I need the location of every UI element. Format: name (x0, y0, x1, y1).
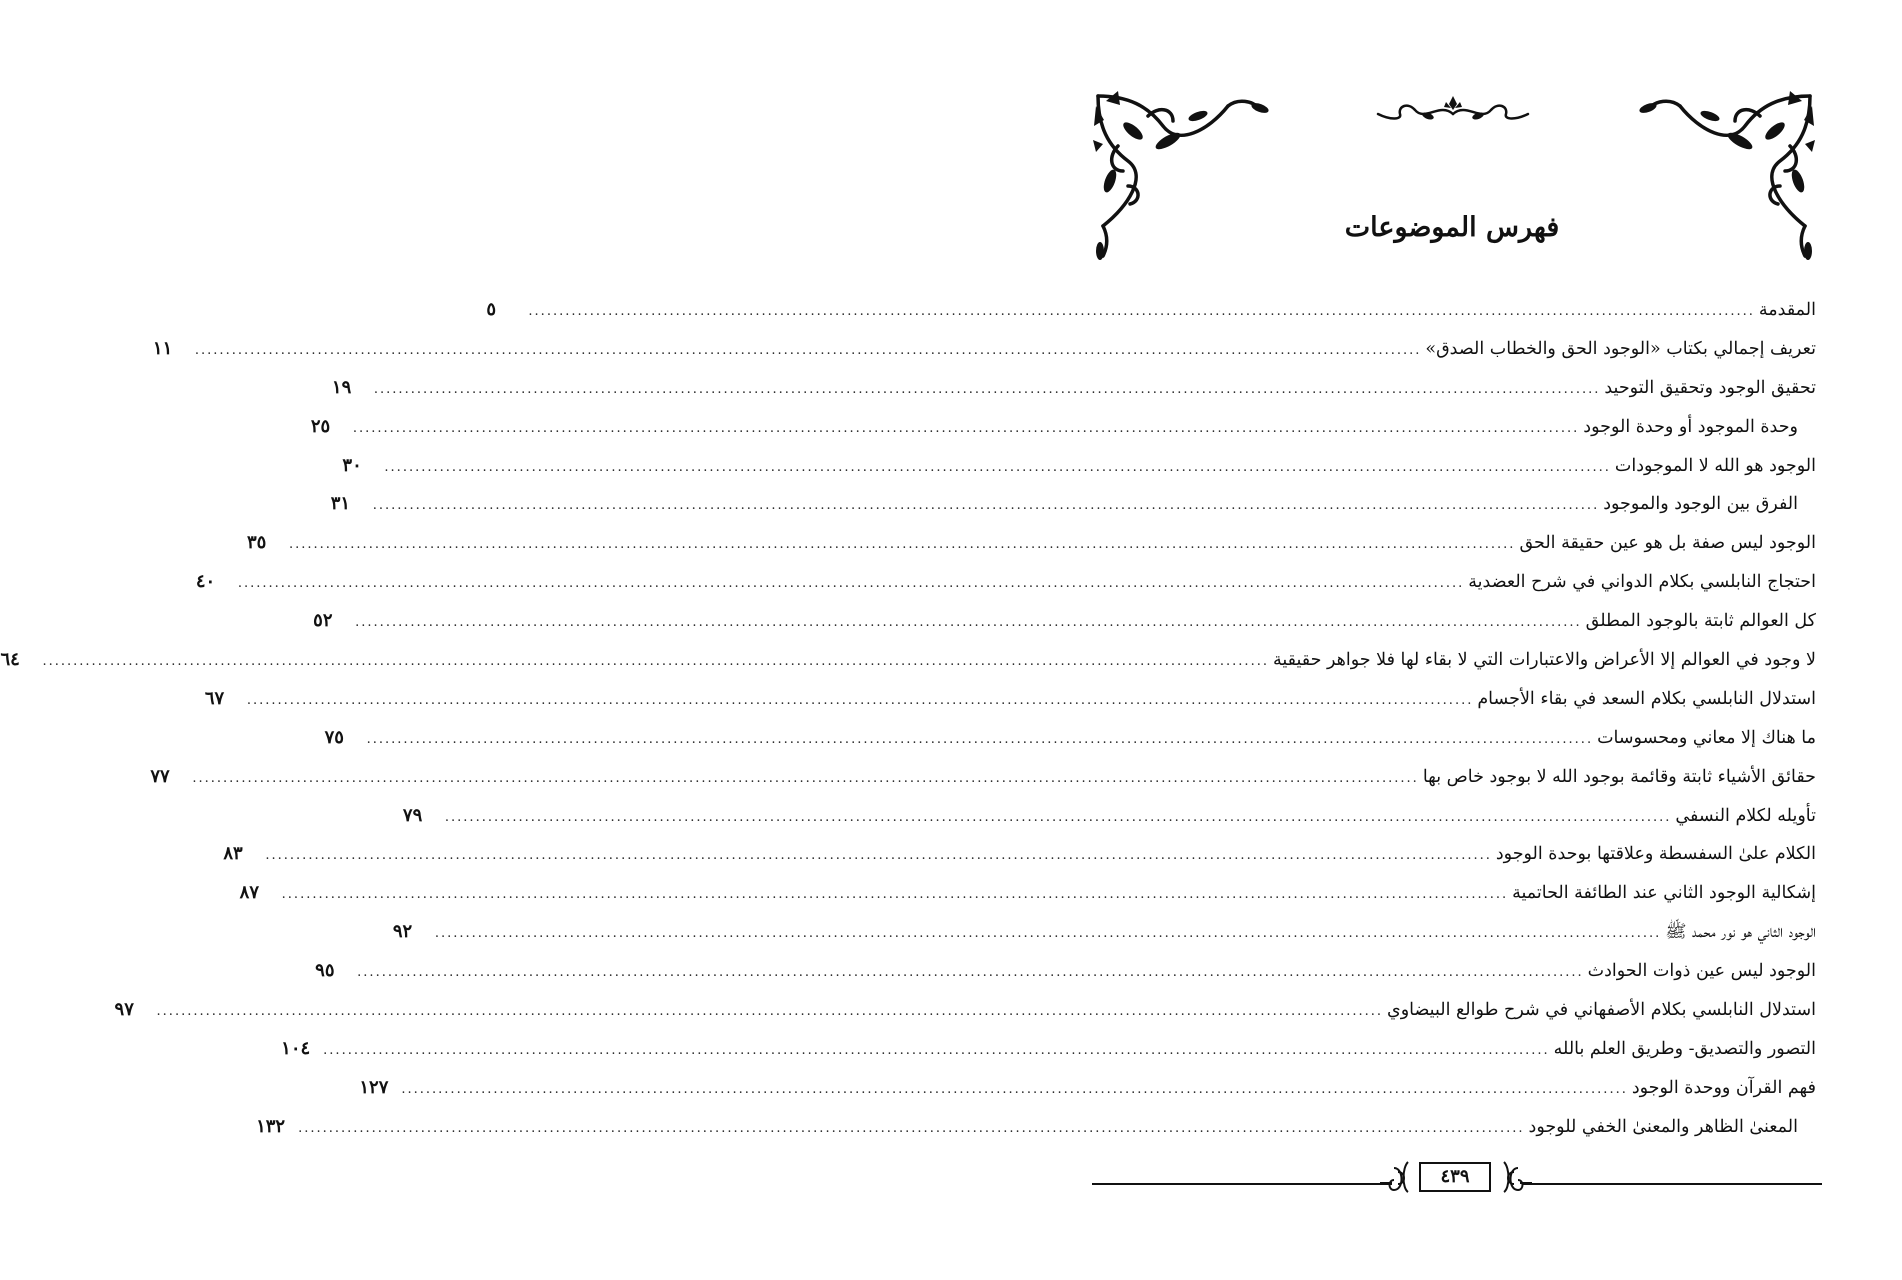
toc-entry-title: تحقيق الوجود وتحقيق التوحيد (1604, 377, 1816, 398)
toc-leader-dots: ........................................................................................................................................................................................................ (357, 965, 1584, 981)
toc-entry (402, 802, 1816, 841)
toc-entry-page: ٩٢ (392, 921, 413, 943)
footer-rule-right (1522, 1183, 1822, 1185)
toc-entry (392, 918, 1816, 957)
toc-entry (204, 685, 1816, 724)
toc-leader-dots: ........................................................................................................................................................................................................ (192, 770, 1419, 786)
toc-entry-page: ١٩ (331, 376, 352, 398)
toc-entry-page: ٩٧ (114, 999, 134, 1021)
toc-entry-page: ٧٥ (324, 726, 344, 748)
toc-entry-title: فهم القرآن ووحدة الوجود (1631, 1077, 1816, 1098)
toc-leader-dots: ........................................................................................................................................................................................................ (444, 809, 1672, 825)
floral-header-icon (1370, 92, 1536, 126)
toc-leader-dots: ........................................................................................................................................................................................................ (323, 1042, 1550, 1058)
toc-entry-page: ٨٧ (239, 882, 260, 904)
toc-entry (195, 568, 1816, 607)
toc-entry-title: استدلال النابلسي بكلام الأصفهاني في شرح طوالع البيضاوي (1387, 1000, 1816, 1021)
toc-entry-title: تعريف إجمالي بكتاب «الوجود الحق والخطاب الصدق» (1425, 338, 1816, 359)
toc-entry-title: الوجود ليس عين ذوات الحوادث (1587, 961, 1816, 982)
toc-entry (331, 374, 1816, 413)
toc-entry-page: ٦٤ (0, 649, 20, 671)
toc-entry-page: ٧٩ (402, 804, 423, 826)
toc-entry-page: ١٣٢ (256, 1115, 286, 1137)
toc-entry (114, 996, 1816, 1035)
toc-leader-dots: ........................................................................................................................................................................................................ (246, 692, 1474, 708)
footer-ornament-left-icon (1380, 1158, 1420, 1192)
toc-entry-title: إشكالية الوجود الثاني عند الطائفة الحاتمية (1512, 883, 1816, 904)
toc-leader-dots: ........................................................................................................................................................................................................ (156, 1004, 1384, 1020)
toc-leader-dots: ........................................................................................................................................................................................................ (281, 887, 1509, 903)
toc-entry-page: ٤٠ (195, 571, 216, 593)
toc-entry-page: ١٠٤ (281, 1037, 311, 1059)
toc-entry-title: ما هناك إلا معاني ومحسوسات (1597, 727, 1816, 748)
page-number: ٤٣٩ (1419, 1162, 1491, 1192)
toc-leader-dots: ........................................................................................................................................................................................................ (528, 304, 1755, 319)
toc-entry-title: حقائق الأشياء ثابتة وقائمة بوجود الله لا بوجود خاص بها (1422, 766, 1816, 787)
toc-entry-title: كل العوالم ثابتة بالوجود المطلق (1585, 611, 1816, 632)
toc-entry-title: المقدمة (1758, 300, 1816, 320)
toc-entry (0, 646, 1816, 685)
toc-entry (256, 1113, 1816, 1152)
toc-leader-dots: ........................................................................................................................................................................................................ (373, 381, 1601, 397)
toc-entry-page: ٦٧ (204, 687, 225, 709)
toc-entry (486, 296, 1816, 335)
toc-entry (313, 607, 1816, 646)
toc-leader-dots: ........................................................................................................................................................................................................ (237, 576, 1465, 592)
table-of-contents (0, 296, 1816, 1152)
toc-entry-title: التصور والتصديق- وطريق العلم بالله (1553, 1038, 1816, 1059)
page-title: فهرس الموضوعات (1344, 212, 1560, 243)
toc-entry-page: ٣٠ (342, 454, 362, 476)
toc-entry (246, 529, 1816, 568)
toc-entry-page: ٥٢ (313, 610, 333, 632)
toc-entry-page: ٣١ (330, 493, 351, 515)
toc-leader-dots: ........................................................................................................................................................................................................ (288, 537, 1516, 553)
toc-entry (330, 490, 1816, 529)
toc-entry-title: تأويله لكلام النسفي (1675, 805, 1816, 826)
toc-entry-page: ٣٥ (246, 532, 267, 554)
toc-entry (152, 335, 1816, 374)
footer-rule-left (1092, 1183, 1392, 1185)
toc-entry (150, 763, 1816, 802)
toc-leader-dots: ........................................................................................................................................................................................................ (298, 1120, 1525, 1136)
toc-leader-dots: ........................................................................................................................................................................................................ (401, 1081, 1628, 1097)
toc-leader-dots: ........................................................................................................................................................................................................ (372, 498, 1600, 514)
toc-entry (359, 1074, 1816, 1113)
toc-entry (281, 1035, 1816, 1074)
toc-leader-dots: ........................................................................................................................................................................................................ (355, 615, 1582, 631)
toc-entry-page: ٨٣ (223, 843, 243, 865)
toc-leader-dots: ........................................................................................................................................................................................................ (42, 654, 1269, 670)
toc-entry-page: ٩٥ (315, 960, 335, 982)
toc-entry-title: الكلام علىٰ السفسطة وعلاقتها بوحدة الوجود (1495, 844, 1816, 865)
toc-entry-title: احتجاج النابلسي بكلام الدواني في شرح العضدية (1468, 572, 1816, 593)
toc-leader-dots: ........................................................................................................................................................................................................ (434, 926, 1662, 942)
toc-entry (315, 957, 1816, 996)
toc-entry (342, 452, 1816, 491)
toc-leader-dots: ........................................................................................................................................................................................................ (366, 731, 1594, 747)
toc-entry-title: الفرق بين الوجود والموجود (1603, 494, 1798, 515)
toc-entry-title: استدلال النابلسي بكلام السعد في بقاء الأجسام (1477, 688, 1816, 709)
toc-entry-page: ٢٥ (310, 415, 331, 437)
toc-entry-title: الوجود هو الله لا الموجودات (1614, 455, 1816, 476)
page-footer (1092, 1156, 1822, 1192)
toc-entry-title: الوجود الثاني هو نور محمد ﷺ (1665, 922, 1816, 943)
toc-entry-page: ٧٧ (150, 765, 170, 787)
toc-entry-page: ٥ (486, 299, 497, 320)
toc-entry-title: المعنىٰ الظاهر والمعنىٰ الخفي للوجود (1528, 1116, 1798, 1137)
toc-entry-page: ١٢٧ (359, 1076, 389, 1098)
toc-entry (223, 840, 1816, 879)
toc-entry-page: ١١ (152, 337, 173, 359)
toc-entry (310, 413, 1816, 452)
toc-entry (239, 879, 1816, 918)
toc-leader-dots: ........................................................................................................................................................................................................ (384, 459, 1611, 475)
toc-leader-dots: ........................................................................................................................................................................................................ (194, 342, 1422, 358)
toc-leader-dots: ........................................................................................................................................................................................................ (352, 420, 1580, 436)
toc-entry-title: لا وجود في العوالم إلا الأعراض والاعتبارات التي لا بقاء لها فلا جواهر حقيقية (1272, 650, 1816, 671)
toc-entry-title: وحدة الموجود أو وحدة الوجود (1583, 416, 1798, 437)
toc-entry-title: الوجود ليس صفة بل هو عين حقيقة الحق (1519, 533, 1816, 554)
footer-ornament-right-icon (1492, 1158, 1532, 1192)
toc-leader-dots: ........................................................................................................................................................................................................ (265, 848, 1492, 864)
toc-entry (324, 724, 1816, 763)
